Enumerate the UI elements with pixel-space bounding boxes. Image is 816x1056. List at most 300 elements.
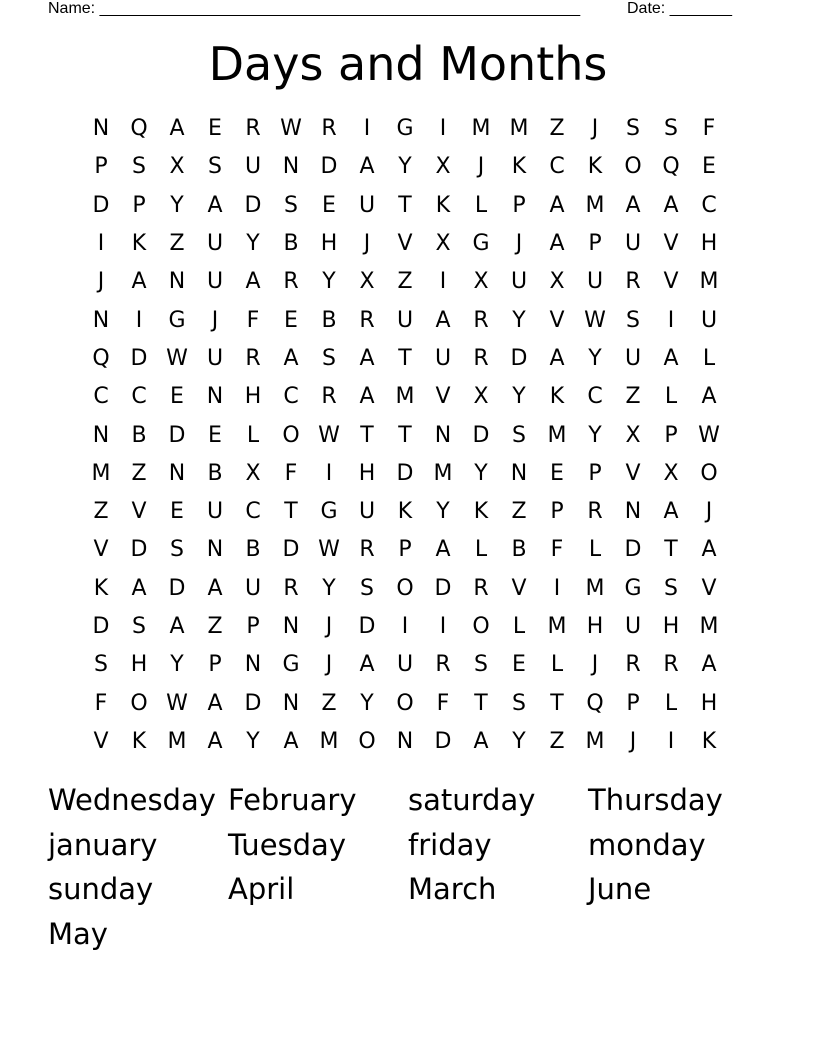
grid-letter: U — [700, 307, 718, 333]
grid-letter: L — [664, 384, 678, 410]
grid-letter: D — [92, 614, 110, 639]
word-bank-item: May — [48, 916, 108, 951]
grid-letter: A — [359, 154, 375, 180]
grid-letter: Z — [625, 384, 641, 410]
grid-letter: X — [169, 154, 185, 180]
grid-letter: S — [664, 575, 678, 601]
grid-letter: Y — [398, 154, 412, 180]
grid-letter: S — [208, 154, 222, 180]
grid-letter: T — [398, 345, 412, 371]
grid-letter: B — [245, 537, 261, 563]
grid-letter: S — [322, 345, 336, 371]
grid-letter: J — [97, 269, 105, 295]
grid-row — [82, 646, 728, 684]
grid-letter: U — [206, 345, 224, 371]
grid-letter: A — [207, 192, 223, 218]
grid-letter: X — [435, 231, 451, 257]
grid-letter: A — [663, 499, 679, 525]
grid-letter: C — [245, 499, 261, 525]
grid-letter: N — [92, 422, 110, 448]
grid-letter: N — [624, 499, 642, 525]
grid-letter: P — [132, 192, 146, 218]
grid-letter: N — [510, 460, 528, 486]
grid-letter: X — [625, 422, 641, 448]
grid-letter: N — [92, 307, 110, 333]
grid-letter: V — [549, 307, 565, 333]
grid-letter: E — [170, 384, 184, 410]
grid-row — [82, 493, 728, 531]
letter-grid — [82, 110, 728, 761]
grid-letter: L — [702, 345, 716, 371]
grid-letter: R — [625, 652, 641, 678]
grid-letter: S — [94, 652, 108, 678]
grid-letter: P — [588, 231, 602, 257]
grid-letter: L — [664, 690, 678, 716]
grid-letter: Y — [474, 460, 488, 486]
grid-letter: J — [325, 652, 333, 678]
grid-letter: O — [700, 460, 718, 486]
grid-row — [82, 225, 728, 263]
grid-letter: T — [398, 192, 412, 218]
grid-letter: G — [624, 575, 642, 601]
grid-letter: J — [591, 652, 599, 678]
grid-letter: B — [131, 422, 147, 448]
grid-letter: R — [587, 499, 603, 525]
word-bank-item: saturday — [408, 783, 536, 817]
grid-letter: Z — [207, 614, 223, 639]
grid-letter: R — [359, 307, 375, 333]
grid-letter: C — [701, 192, 717, 218]
grid-letter: O — [396, 690, 414, 716]
grid-row — [82, 570, 728, 608]
grid-letter: S — [284, 192, 298, 218]
word-bank-item: Thursday — [588, 783, 723, 817]
grid-letter: Z — [321, 690, 337, 716]
grid-letter: A — [359, 652, 375, 678]
grid-letter: P — [550, 499, 564, 525]
grid-letter: U — [358, 499, 376, 525]
grid-letter: R — [245, 116, 261, 142]
grid-letter: R — [283, 575, 299, 601]
grid-letter: N — [282, 614, 300, 639]
grid-letter: C — [131, 384, 147, 410]
grid-letter: A — [435, 307, 451, 333]
grid-letter: U — [206, 499, 224, 525]
grid-letter: L — [474, 192, 488, 218]
grid-letter: T — [664, 537, 678, 563]
grid-letter: A — [359, 384, 375, 410]
grid-letter: E — [208, 116, 222, 142]
grid-letter: W — [166, 690, 188, 716]
grid-letter: O — [358, 728, 376, 754]
grid-letter: Y — [170, 192, 184, 218]
word-bank-item: April — [228, 872, 295, 906]
grid-letter: J — [211, 307, 219, 333]
grid-letter: L — [474, 537, 488, 563]
grid-letter: U — [244, 575, 262, 601]
grid-letter: F — [702, 116, 716, 142]
grid-letter: M — [433, 460, 453, 486]
grid-letter: A — [663, 192, 679, 218]
grid-letter: N — [396, 728, 414, 754]
grid-letter: Z — [549, 116, 565, 142]
grid-letter: V — [701, 575, 717, 601]
grid-letter: U — [206, 269, 224, 295]
grid-letter: A — [435, 537, 451, 563]
grid-letter: A — [283, 345, 299, 371]
grid-letter: S — [512, 422, 526, 448]
grid-letter: Y — [512, 728, 526, 754]
grid-letter: Y — [322, 269, 336, 295]
grid-letter: R — [359, 537, 375, 563]
grid-letter: Y — [246, 728, 260, 754]
grid-letter: G — [168, 307, 186, 333]
grid-letter: A — [131, 269, 147, 295]
grid-letter: A — [207, 575, 223, 601]
grid-row — [82, 378, 728, 416]
word-bank-item: March — [408, 872, 497, 906]
grid-letter: V — [93, 537, 109, 563]
grid-letter: J — [591, 116, 599, 142]
grid-letter: D — [168, 422, 186, 448]
grid-letter: N — [282, 690, 300, 716]
grid-letter: R — [435, 652, 451, 678]
grid-letter: F — [550, 537, 564, 563]
grid-letter: P — [512, 192, 526, 218]
grid-letter: A — [283, 728, 299, 754]
grid-letter: A — [549, 231, 565, 257]
grid-letter: T — [360, 422, 374, 448]
grid-letter: J — [515, 231, 523, 257]
grid-letter: Y — [588, 345, 602, 371]
grid-letter: I — [401, 614, 409, 639]
grid-letter: R — [473, 575, 489, 601]
grid-letter: Z — [511, 499, 527, 525]
grid-letter: A — [207, 728, 223, 754]
grid-letter: U — [396, 652, 414, 678]
grid-letter: G — [282, 652, 300, 678]
grid-letter: S — [664, 116, 678, 142]
grid-letter: K — [587, 154, 603, 180]
grid-letter: N — [206, 537, 224, 563]
grid-letter: J — [705, 499, 713, 525]
grid-letter: J — [363, 231, 371, 257]
grid-letter: D — [396, 460, 414, 486]
grid-letter: W — [280, 116, 302, 142]
grid-row — [82, 531, 728, 569]
word-bank-item: january — [48, 827, 158, 862]
grid-row — [82, 110, 728, 148]
grid-row — [82, 340, 728, 378]
grid-letter: G — [472, 231, 490, 257]
grid-letter: Z — [131, 460, 147, 486]
grid-letter: Z — [169, 231, 185, 257]
grid-letter: K — [511, 154, 527, 180]
grid-letter: S — [132, 614, 146, 639]
grid-letter: K — [131, 231, 147, 257]
word-bank-item: June — [588, 872, 652, 906]
grid-letter: D — [434, 575, 452, 601]
grid-letter: L — [588, 537, 602, 563]
grid-letter: K — [701, 728, 717, 754]
grid-letter: E — [284, 307, 298, 333]
grid-letter: F — [284, 460, 298, 486]
grid-letter: V — [435, 384, 451, 410]
grid-letter: O — [396, 575, 414, 601]
grid-letter: Y — [512, 307, 526, 333]
grid-letter: I — [439, 116, 447, 142]
grid-letter: N — [434, 422, 452, 448]
grid-letter: E — [170, 499, 184, 525]
grid-row — [82, 684, 728, 722]
grid-letter: I — [97, 231, 105, 257]
grid-row — [82, 723, 728, 761]
grid-letter: V — [663, 231, 679, 257]
grid-letter: A — [169, 116, 185, 142]
grid-letter: E — [550, 460, 564, 486]
grid-row — [82, 455, 728, 493]
grid-letter: S — [360, 575, 374, 601]
grid-letter: I — [439, 269, 447, 295]
grid-letter: G — [396, 116, 414, 142]
grid-letter: H — [662, 614, 680, 639]
grid-letter: D — [358, 614, 376, 639]
grid-letter: M — [319, 728, 339, 754]
grid-letter: C — [549, 154, 565, 180]
grid-letter: Z — [549, 728, 565, 754]
grid-letter: Q — [586, 690, 604, 716]
grid-letter: N — [244, 652, 262, 678]
grid-letter: G — [320, 499, 338, 525]
word-bank-item: February — [228, 783, 357, 817]
grid-letter: R — [321, 384, 337, 410]
grid-letter: U — [624, 345, 642, 371]
grid-letter: P — [664, 422, 678, 448]
grid-letter: A — [663, 345, 679, 371]
grid-letter: A — [169, 614, 185, 639]
grid-row — [82, 187, 728, 225]
grid-letter: U — [206, 231, 224, 257]
grid-letter: Y — [246, 231, 260, 257]
grid-letter: M — [91, 460, 111, 486]
grid-letter: D — [472, 422, 490, 448]
grid-letter: D — [244, 690, 262, 716]
grid-letter: P — [626, 690, 640, 716]
grid-letter: D — [320, 154, 338, 180]
grid-letter: B — [283, 231, 299, 257]
grid-letter: Q — [130, 116, 148, 142]
grid-letter: U — [586, 269, 604, 295]
grid-letter: V — [131, 499, 147, 525]
grid-letter: A — [701, 652, 717, 678]
grid-letter: X — [435, 154, 451, 180]
grid-letter: A — [701, 384, 717, 410]
grid-letter: R — [473, 307, 489, 333]
word-bank-item: sunday — [48, 872, 154, 906]
grid-letter: A — [245, 269, 261, 295]
grid-letter: V — [511, 575, 527, 601]
grid-letter: R — [245, 345, 261, 371]
grid-letter: I — [667, 307, 675, 333]
grid-letter: A — [625, 192, 641, 218]
grid-letter: Y — [512, 384, 526, 410]
grid-letter: R — [473, 345, 489, 371]
grid-letter: I — [439, 614, 447, 639]
grid-letter: R — [663, 652, 679, 678]
grid-letter: C — [93, 384, 109, 410]
grid-letter: M — [547, 614, 567, 639]
grid-letter: D — [92, 192, 110, 218]
grid-letter: M — [471, 116, 491, 142]
grid-letter: M — [699, 614, 719, 639]
grid-letter: P — [208, 652, 222, 678]
grid-letter: O — [624, 154, 642, 180]
grid-row — [82, 148, 728, 186]
grid-letter: D — [510, 345, 528, 371]
grid-letter: J — [325, 614, 333, 639]
grid-letter: A — [473, 728, 489, 754]
grid-letter: H — [358, 460, 376, 486]
grid-letter: W — [584, 307, 606, 333]
grid-letter: N — [92, 116, 110, 142]
word-bank-item: friday — [408, 827, 492, 862]
grid-letter: C — [283, 384, 299, 410]
grid-letter: U — [624, 614, 642, 639]
grid-letter: S — [170, 537, 184, 563]
grid-letter: W — [698, 422, 720, 448]
grid-letter: K — [435, 192, 451, 218]
grid-letter: B — [321, 307, 337, 333]
grid-letter: Y — [588, 422, 602, 448]
grid-letter: K — [131, 728, 147, 754]
grid-letter: X — [473, 269, 489, 295]
grid-letter: E — [208, 422, 222, 448]
grid-letter: E — [322, 192, 336, 218]
grid-letter: F — [94, 690, 108, 716]
grid-letter: Y — [170, 652, 184, 678]
grid-letter: R — [321, 116, 337, 142]
grid-letter: P — [588, 460, 602, 486]
grid-letter: H — [244, 384, 262, 410]
grid-letter: K — [93, 575, 109, 601]
grid-letter: X — [473, 384, 489, 410]
word-bank-item: Tuesday — [228, 827, 346, 862]
grid-letter: I — [553, 575, 561, 601]
grid-letter: N — [168, 460, 186, 486]
grid-letter: K — [473, 499, 489, 525]
grid-letter: B — [207, 460, 223, 486]
grid-letter: N — [206, 384, 224, 410]
grid-letter: M — [395, 384, 415, 410]
grid-letter: T — [474, 690, 488, 716]
grid-letter: A — [701, 537, 717, 563]
grid-letter: U — [624, 231, 642, 257]
grid-letter: F — [436, 690, 450, 716]
word-bank-item: Wednesday — [48, 783, 216, 817]
grid-letter: O — [472, 614, 490, 639]
grid-letter: P — [94, 154, 108, 180]
grid-letter: H — [700, 690, 718, 716]
grid-letter: J — [629, 728, 637, 754]
grid-letter: L — [512, 614, 526, 639]
date-field: Date: _______ — [627, 0, 732, 17]
grid-letter: B — [511, 537, 527, 563]
grid-letter: D — [244, 192, 262, 218]
grid-letter: I — [667, 728, 675, 754]
name-field: Name: ______________________________________________________ — [48, 0, 581, 17]
grid-letter: M — [547, 422, 567, 448]
grid-letter: H — [320, 231, 338, 257]
grid-letter: M — [585, 728, 605, 754]
grid-row — [82, 263, 728, 301]
grid-row — [82, 301, 728, 339]
grid-letter: R — [625, 269, 641, 295]
grid-letter: I — [135, 307, 143, 333]
grid-letter: V — [93, 728, 109, 754]
grid-letter: X — [549, 269, 565, 295]
grid-letter: T — [284, 499, 298, 525]
grid-letter: I — [325, 460, 333, 486]
grid-letter: W — [318, 422, 340, 448]
grid-letter: N — [168, 269, 186, 295]
grid-letter: D — [168, 575, 186, 601]
grid-letter: U — [358, 192, 376, 218]
grid-letter: H — [130, 652, 148, 678]
grid-letter: X — [359, 269, 375, 295]
grid-letter: P — [246, 614, 260, 639]
grid-letter: U — [396, 307, 414, 333]
grid-letter: Q — [662, 154, 680, 180]
grid-row — [82, 416, 728, 454]
grid-letter: X — [245, 460, 261, 486]
grid-letter: N — [282, 154, 300, 180]
grid-letter: S — [626, 307, 640, 333]
grid-letter: D — [434, 728, 452, 754]
grid-letter: D — [130, 345, 148, 371]
grid-letter: Z — [93, 499, 109, 525]
word-bank-item: monday — [588, 827, 706, 862]
grid-letter: U — [434, 345, 452, 371]
grid-letter: M — [585, 192, 605, 218]
grid-letter: V — [625, 460, 641, 486]
grid-letter: K — [397, 499, 413, 525]
grid-letter: H — [586, 614, 604, 639]
grid-letter: Z — [397, 269, 413, 295]
grid-letter: F — [246, 307, 260, 333]
grid-letter: A — [207, 690, 223, 716]
grid-letter: D — [624, 537, 642, 563]
grid-letter: J — [477, 154, 485, 180]
grid-letter: U — [244, 154, 262, 180]
grid-letter: U — [510, 269, 528, 295]
grid-letter: C — [587, 384, 603, 410]
grid-letter: S — [512, 690, 526, 716]
grid-letter: D — [130, 537, 148, 563]
page-title: Days and Months — [208, 37, 608, 91]
grid-letter: M — [699, 269, 719, 295]
grid-letter: A — [131, 575, 147, 601]
grid-letter: D — [282, 537, 300, 563]
grid-letter: K — [549, 384, 565, 410]
grid-letter: S — [132, 154, 146, 180]
grid-letter: O — [282, 422, 300, 448]
grid-letter: L — [550, 652, 564, 678]
grid-letter: L — [246, 422, 260, 448]
grid-letter: H — [700, 231, 718, 257]
grid-letter: A — [549, 192, 565, 218]
grid-letter: A — [359, 345, 375, 371]
grid-row — [82, 608, 728, 646]
